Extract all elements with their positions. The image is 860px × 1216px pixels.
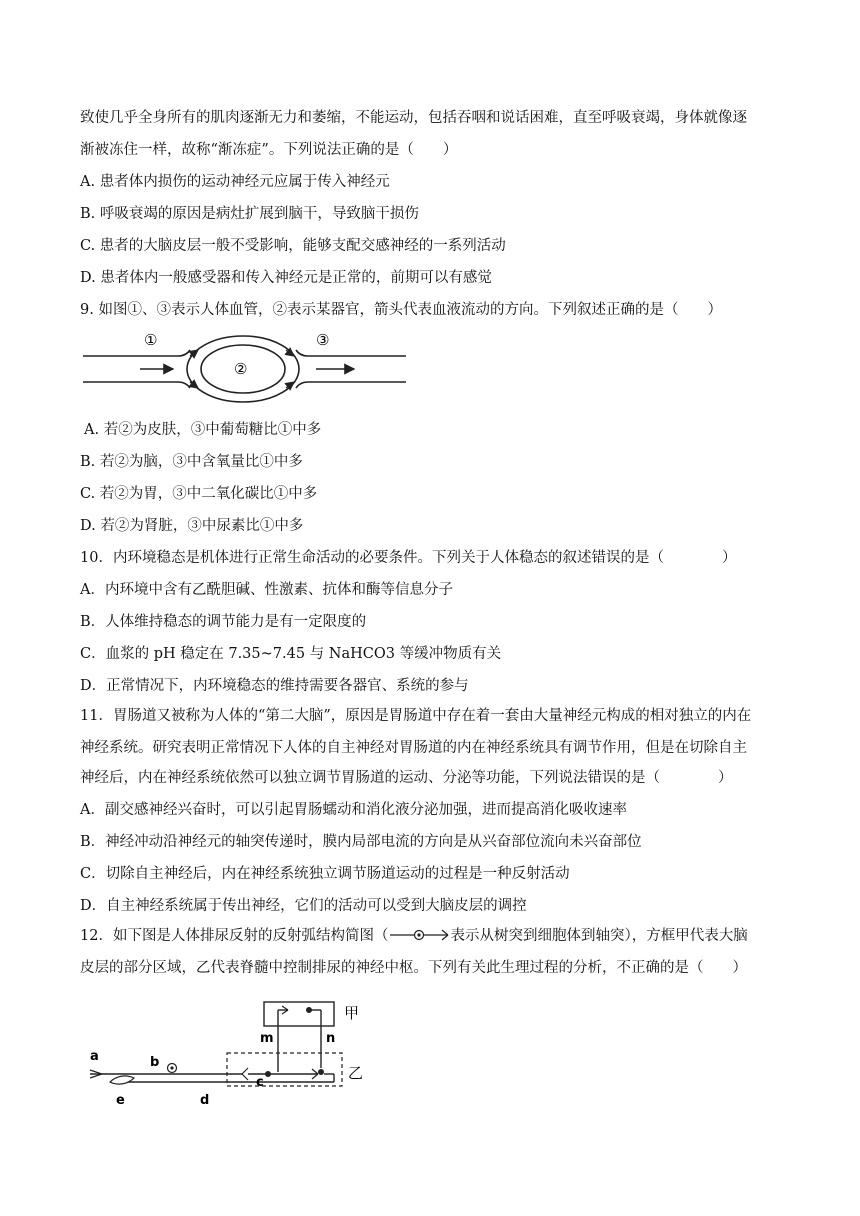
q12-stem-part-2: 表示从树突到细胞体到轴突），方框甲代表大脑 — [450, 928, 748, 944]
q9-option-d: D. 若②为肾脏，③中尿素比①中多 — [80, 518, 304, 534]
label-n: n — [326, 1031, 336, 1046]
q11-option-a: A．副交感神经兴奋时，可以引起胃肠蠕动和消化液分泌加强，进而提高消化吸收速率 — [80, 802, 627, 818]
q8-option-d: D. 患者体内一般感受器和传入神经元是正常的，前期可以有感觉 — [80, 270, 492, 286]
label-jia: 甲 — [344, 1004, 360, 1022]
q11-stem-line-3: 神经后，内在神经系统依然可以独立调节胃肠道的运动、分泌等功能，下列说法错误的是（ ） — [80, 770, 733, 786]
q10-stem: 10．内环境稳态是机体进行正常生命活动的必要条件。下列关于人体稳态的叙述错误的是（ ） — [80, 550, 737, 566]
q11-option-c: C．切除自主神经后，内在神经系统独立调节肠道运动的过程是一种反射活动 — [80, 866, 570, 882]
q8-stem-line-2: 渐被冻住一样，故称“渐冻症”。下列说法正确的是（ ） — [80, 142, 458, 158]
q10-option-c: C．血浆的 pH 稳定在 7.35~7.45 与 NaHCO3 等缓冲物质有关 — [80, 646, 502, 662]
effector-e — [110, 1076, 134, 1084]
fig-label-3: ③ — [316, 331, 330, 349]
q12-stem-line-1 — [80, 926, 748, 946]
label-m: m — [260, 1031, 274, 1046]
q10-option-a: A．内环境中含有乙酰胆碱、性激素、抗体和酶等信息分子 — [80, 582, 453, 598]
q9-option-b: B. 若②为脑，③中含氧量比①中多 — [80, 454, 303, 470]
q9-stem: 9. 如图①、③表示人体血管，②表示某器官，箭头代表血液流动的方向。下列叙述正确的是（ ） — [80, 302, 722, 318]
q11-option-d: D．自主神经系统属于传出神经，它们的活动可以受到大脑皮层的调控 — [80, 898, 527, 914]
q9-option-c: C. 若②为胃，③中二氧化碳比①中多 — [80, 486, 318, 502]
label-c: c — [256, 1075, 264, 1090]
label-a: a — [90, 1049, 99, 1064]
q8-option-c: C. 患者的大脑皮层一般不受影响，能够支配交感神经的一系列活动 — [80, 238, 506, 254]
fig-label-2: ② — [234, 360, 248, 378]
q12-stem-part-1: 12．如下图是人体排尿反射的反射弧结构简图（ — [80, 928, 389, 944]
q8-stem-line-1: 致使几乎全身所有的肌肉逐渐无力和萎缩，不能运动，包括吞咽和说话困难，直至呼吸衰竭，身体就像逐 — [80, 110, 747, 126]
q11-option-b: B．神经冲动沿神经元的轴突传递时，膜内局部电流的方向是从兴奋部位流向未兴奋部位 — [80, 834, 642, 850]
label-e: e — [116, 1093, 125, 1106]
label-d: d — [200, 1093, 210, 1106]
q9-blood-vessel-diagram — [78, 328, 418, 412]
q9-option-a: A. 若②为皮肤，③中葡萄糖比①中多 — [84, 422, 322, 438]
label-b: b — [150, 1055, 160, 1070]
q12-stem-line-2: 皮层的部分区域，乙代表脊髓中控制排尿的神经中枢。下列有关此生理过程的分析，不正确的是（ ） — [80, 960, 747, 976]
q12-reflex-arc-diagram — [82, 996, 382, 1106]
fig-label-1: ① — [144, 331, 158, 349]
neuron-symbol-icon — [388, 928, 450, 942]
q8-option-b: B. 呼吸衰竭的原因是病灶扩展到脑干，导致脑干损伤 — [80, 206, 419, 222]
label-yi: 乙 — [348, 1064, 364, 1082]
box-jia — [264, 1002, 334, 1026]
q11-stem-line-1: 11．胃肠道又被称为人体的“第二大脑”，原因是胃肠道中存在着一套由大量神经元构成的相对独立的内在 — [80, 708, 752, 724]
q11-stem-line-2: 神经系统。研究表明正常情况下人体的自主神经对胃肠道的内在神经系统具有调节作用，但是在切除自主 — [80, 740, 747, 756]
box-yi — [227, 1053, 342, 1086]
q10-option-b: B．人体维持稳态的调节能力是有一定限度的 — [80, 614, 367, 630]
q10-option-d: D．正常情况下，内环境稳态的维持需要各器官、系统的参与 — [80, 678, 469, 694]
q8-option-a: A. 患者体内损伤的运动神经元应属于传入神经元 — [80, 174, 390, 190]
